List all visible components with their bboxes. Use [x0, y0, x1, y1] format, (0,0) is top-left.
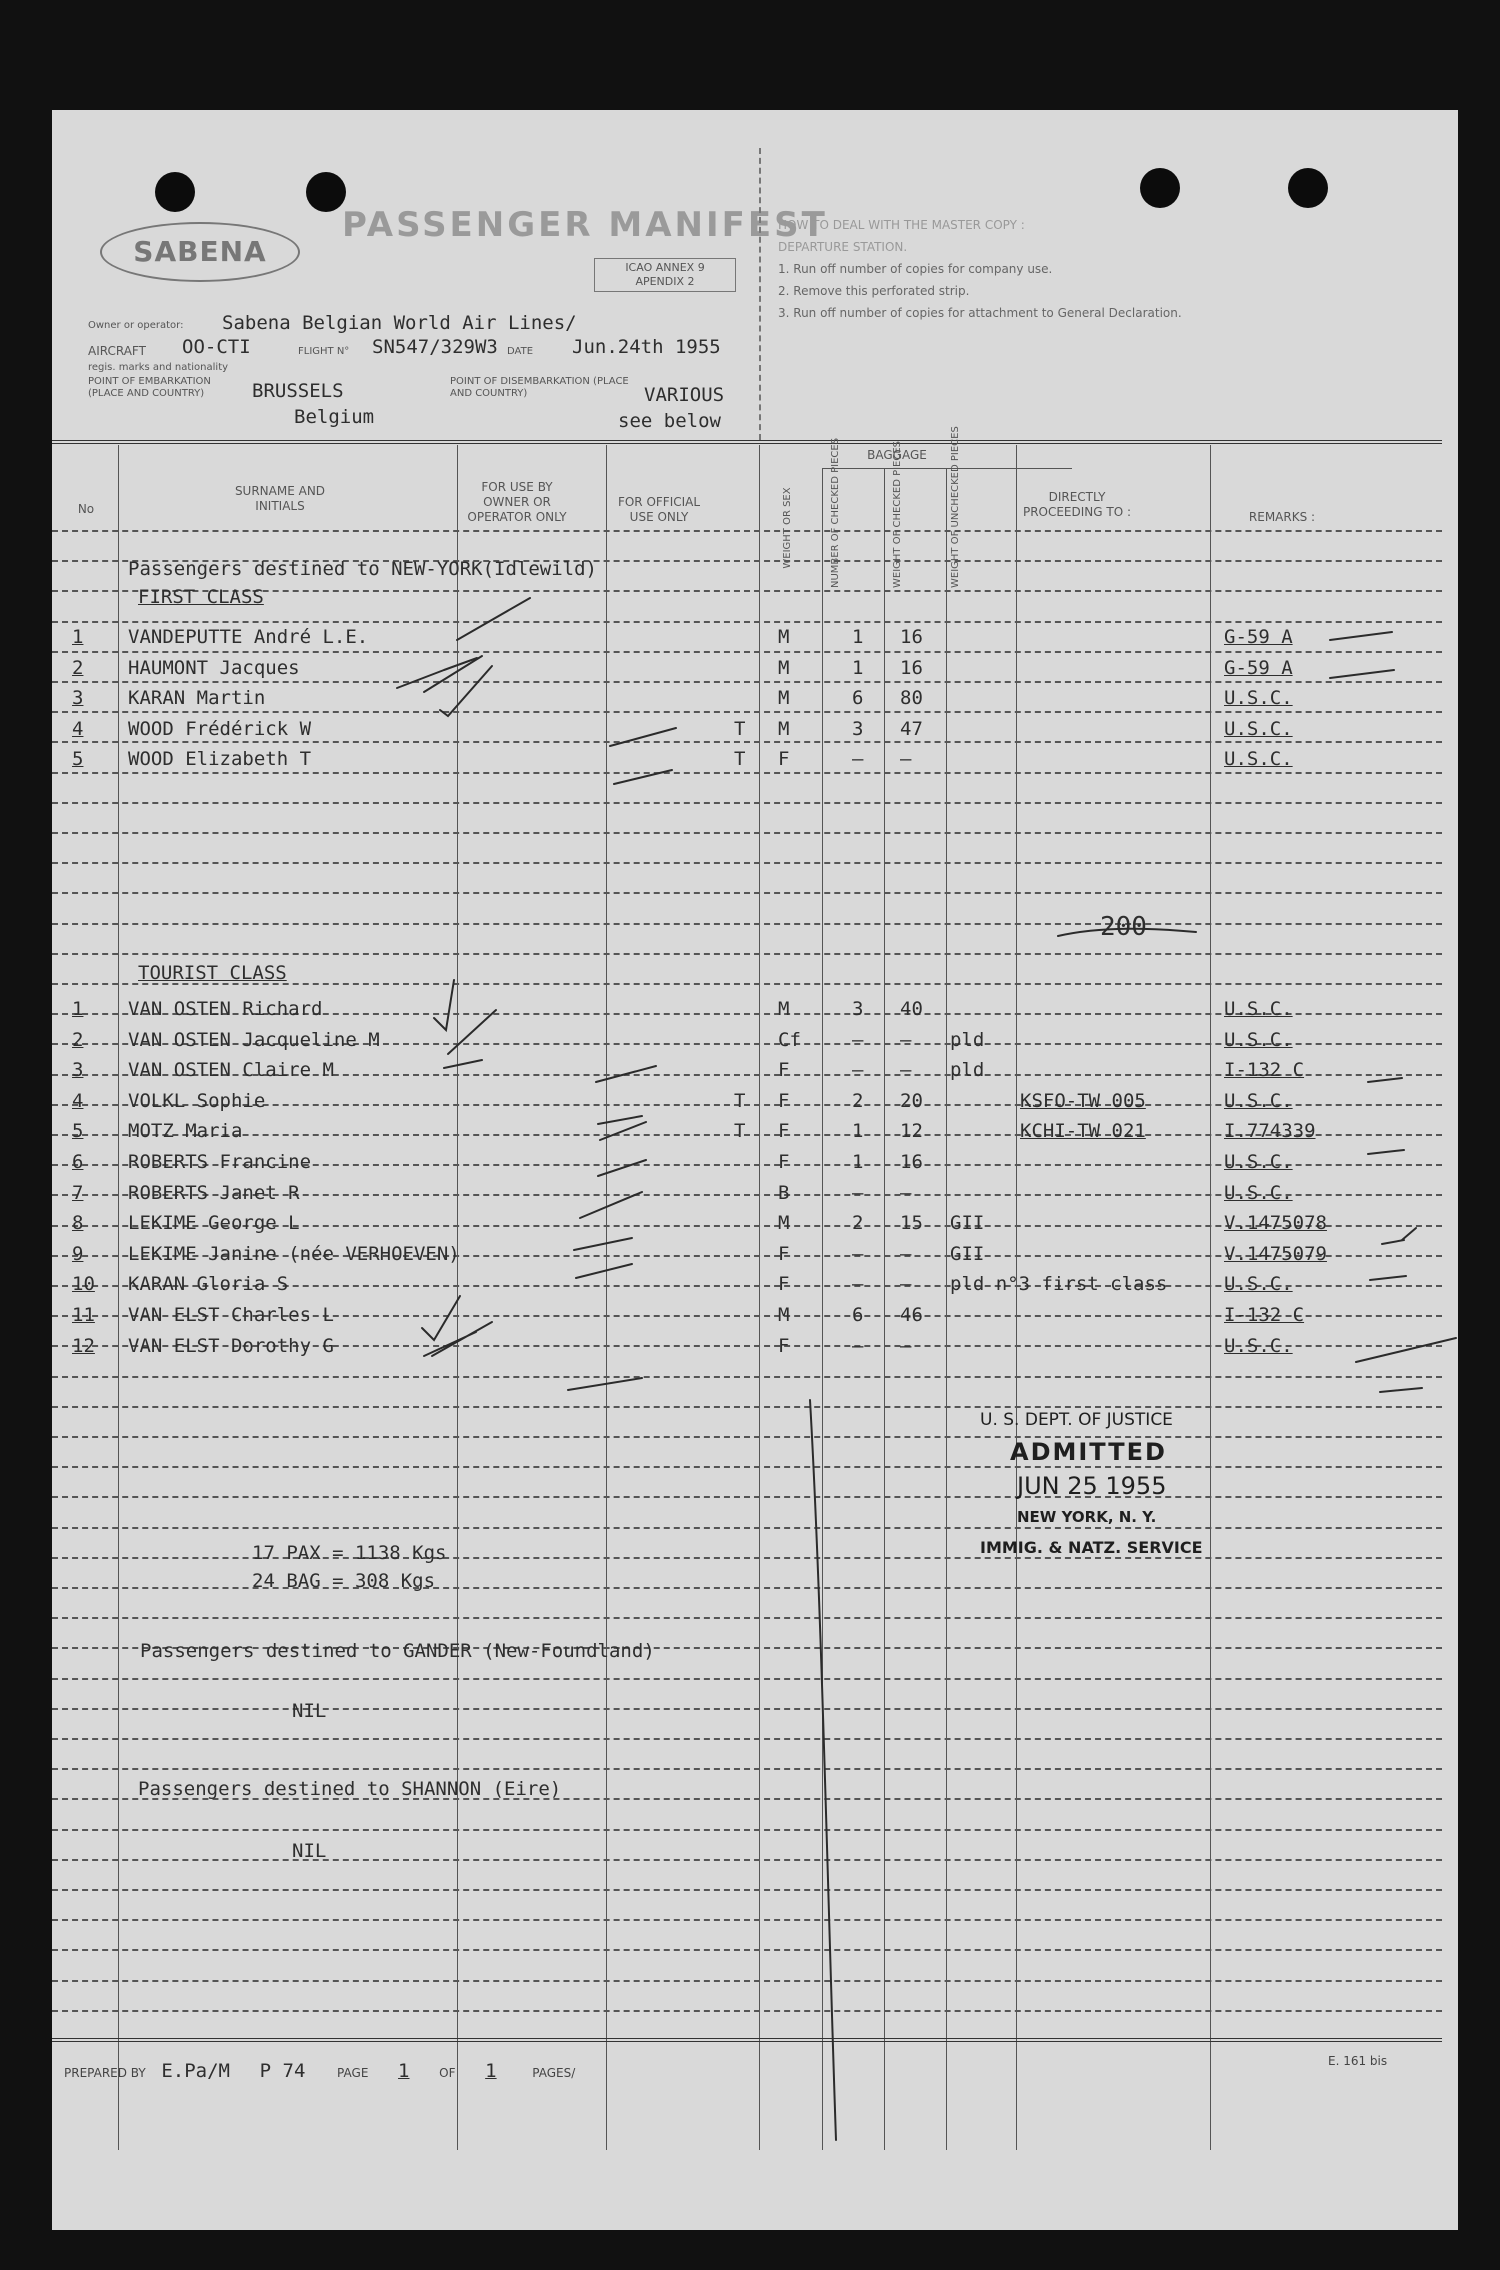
baggage-pieces: – — [852, 1334, 864, 1357]
passenger-number: 9 — [72, 1242, 84, 1265]
total-pax: 17 PAX = 1138 Kgs — [252, 1542, 447, 1564]
flight-value: SN547/329W3 — [372, 336, 498, 358]
first-class-label: FIRST CLASS — [138, 586, 264, 608]
document-title: PASSENGER MANIFEST — [342, 205, 828, 245]
icao-appendix: APENDIX 2 — [635, 275, 695, 288]
passenger-number: 12 — [72, 1334, 95, 1357]
passenger-name: WOOD Frédérick W — [128, 717, 312, 740]
col-surname: SURNAME AND INITIALS — [234, 484, 326, 513]
passenger-name: VAN OSTEN Jacqueline M — [128, 1028, 380, 1051]
baggage-weight: 20 — [900, 1089, 923, 1112]
baggage-weight: — — [900, 1028, 912, 1051]
baggage-weight: — — [900, 1242, 912, 1265]
passenger-name: VAN OSTEN Claire M — [128, 1059, 334, 1082]
official-use-mark: T — [734, 1089, 746, 1112]
passenger-sex: F — [778, 1334, 790, 1357]
baggage-pieces: – — [852, 748, 864, 771]
baggage-pieces: – — [852, 1059, 864, 1082]
baggage-weight: 16 — [900, 626, 923, 648]
passenger-remark: V.1475079 — [1224, 1242, 1327, 1265]
baggage-pieces: 3 — [852, 998, 864, 1020]
baggage-pieces: 1 — [852, 1151, 864, 1173]
col-checked-weight: WEIGHT OF CHECKED PIECES — [892, 440, 903, 588]
baggage-weight: 15 — [900, 1212, 923, 1235]
col-proceeding: DIRECTLY PROCEEDING TO : — [1022, 490, 1132, 519]
passenger-remark: U.S.C. — [1224, 998, 1293, 1020]
passenger-name: VAN ELST Dorothy G — [128, 1334, 334, 1357]
aircraft-label: AIRCRAFT — [88, 344, 146, 358]
baggage-pieces: 1 — [852, 626, 864, 648]
section-shannon: Passengers destined to SHANNON (Eire) — [138, 1778, 562, 1800]
logo-text: SABENA — [133, 235, 267, 268]
passenger-number: 2 — [72, 1028, 84, 1051]
handwritten-check-marks — [52, 110, 1458, 2230]
passenger-sex: F — [778, 1151, 790, 1173]
passenger-sex: F — [778, 1089, 790, 1112]
instruction-line: DEPARTURE STATION. — [778, 240, 908, 254]
shannon-value: NIL — [292, 1840, 327, 1862]
passenger-sex: M — [778, 656, 790, 679]
official-use-mark: T — [734, 748, 746, 771]
passenger-sex: F — [778, 1059, 790, 1082]
baggage-pieces: 2 — [852, 1212, 864, 1235]
baggage-pieces: – — [852, 1242, 864, 1265]
passenger-sex: F — [778, 1120, 790, 1143]
passenger-name: WOOD Elizabeth T — [128, 748, 312, 771]
passenger-remark: U.S.C. — [1224, 748, 1293, 771]
passenger-number: 10 — [72, 1273, 95, 1296]
unchecked-baggage: pld — [950, 1028, 985, 1051]
baggage-weight: 40 — [900, 998, 923, 1020]
passenger-number: 7 — [72, 1181, 84, 1204]
icao-annex: ICAO ANNEX 9 — [625, 261, 705, 274]
baggage-weight: — — [900, 1059, 912, 1082]
passenger-remark: U.S.C. — [1224, 1181, 1293, 1204]
passenger-remark: U.S.C. — [1224, 717, 1293, 740]
passenger-name: KARAN Gloria S — [128, 1273, 289, 1296]
owner-label: Owner or operator: — [88, 320, 184, 331]
passenger-number: 1 — [72, 998, 84, 1020]
baggage-pieces: – — [852, 1028, 864, 1051]
of-label: OF — [439, 2066, 456, 2080]
prepared-label: PREPARED BY — [64, 2066, 146, 2080]
col-checked-pieces: NUMBER OF CHECKED PIECES — [830, 437, 841, 588]
total-bag: 24 BAG = 308 Kgs — [252, 1570, 436, 1592]
passenger-sex: M — [778, 687, 790, 710]
unchecked-baggage: pld n°3 first class — [950, 1273, 1168, 1296]
passenger-name: MOTZ Maria — [128, 1120, 243, 1143]
baggage-weight: — — [900, 1334, 912, 1357]
col-no: No — [77, 502, 95, 516]
passenger-remark: U.S.C. — [1224, 687, 1293, 710]
unchecked-baggage: GII — [950, 1242, 985, 1265]
passenger-name: VAN ELST Charles L — [128, 1304, 334, 1326]
manifest-sheet — [52, 110, 1458, 2230]
page-value: 1 — [398, 2060, 410, 2082]
passenger-sex: M — [778, 998, 790, 1020]
baggage-pieces: 6 — [852, 687, 864, 710]
passenger-remark: U.S.C. — [1224, 1334, 1293, 1357]
passenger-sex: M — [778, 626, 790, 648]
passenger-sex: M — [778, 1304, 790, 1326]
passenger-remark: I-132 C — [1224, 1304, 1305, 1326]
baggage-weight: 80 — [900, 687, 923, 710]
passenger-sex: F — [778, 1242, 790, 1265]
passenger-remark: I-132 C — [1224, 1059, 1305, 1082]
unchecked-baggage: GII — [950, 1212, 985, 1235]
passenger-number: 8 — [72, 1212, 84, 1235]
baggage-pieces: 3 — [852, 717, 864, 740]
unchecked-baggage: pld — [950, 1059, 985, 1082]
section-new-york: Passengers destined to NEW-YORK(Idlewild) — [128, 558, 597, 580]
passenger-name: VANDEPUTTE André L.E. — [128, 626, 369, 648]
baggage-pieces: 1 — [852, 656, 864, 679]
baggage-pieces: – — [852, 1181, 864, 1204]
col-remarks: REMARKS : — [1248, 510, 1316, 524]
disembark-label: POINT OF DISEMBARKATION (PLACE AND COUNTRY) — [450, 376, 629, 399]
date-value: Jun.24th 1955 — [572, 336, 721, 358]
disembark-value: VARIOUS — [644, 384, 725, 406]
passenger-number: 3 — [72, 1059, 84, 1082]
passenger-number: 5 — [72, 1120, 84, 1143]
passenger-name: ROBERTS Janet R — [128, 1181, 300, 1204]
passenger-name: VAN OSTEN Richard — [128, 998, 323, 1020]
proceeding-to: KSFO-TW 005 — [1020, 1089, 1146, 1112]
tourist-class-label: TOURIST CLASS — [138, 962, 287, 984]
of-value: 1 — [485, 2060, 497, 2082]
proceeding-to: KCHI-TW 021 — [1020, 1120, 1146, 1143]
passenger-remark: U.S.C. — [1224, 1273, 1293, 1296]
passenger-name: ROBERTS Francine — [128, 1151, 312, 1173]
page-label: PAGE — [337, 2066, 369, 2080]
stamp-service: IMMIG. & NATZ. SERVICE — [980, 1538, 1203, 1557]
passenger-remark: V.1475078 — [1224, 1212, 1327, 1235]
instruction-line: HOW TO DEAL WITH THE MASTER COPY : — [778, 218, 1025, 232]
passenger-number: 4 — [72, 717, 84, 740]
passenger-sex: M — [778, 1212, 790, 1235]
passenger-number: 2 — [72, 656, 84, 679]
passenger-remark: U.S.C. — [1224, 1151, 1293, 1173]
passenger-name: LEKIME George L — [128, 1212, 300, 1235]
passenger-sex: Cf — [778, 1028, 801, 1051]
baggage-weight: 12 — [900, 1120, 923, 1143]
instruction-line: 2. Remove this perforated strip. — [778, 284, 970, 298]
disembark-note: see below — [618, 410, 721, 432]
prepared-code: P 74 — [259, 2060, 306, 2082]
col-weight-sex: WEIGHT OR SEX — [782, 487, 793, 569]
baggage-weight: 16 — [900, 1151, 923, 1173]
date-label: DATE — [507, 346, 534, 357]
passenger-number: 1 — [72, 626, 84, 648]
baggage-weight: 46 — [900, 1304, 923, 1326]
instruction-line: 3. Run off number of copies for attachment to General Declaration. — [778, 306, 1182, 320]
passenger-remark: I.774339 — [1224, 1120, 1316, 1143]
passenger-sex: B — [778, 1181, 790, 1204]
col-owner-use: FOR USE BY OWNER OR OPERATOR ONLY — [467, 480, 567, 524]
regis-label: regis. marks and nationality — [88, 362, 229, 373]
passenger-number: 4 — [72, 1089, 84, 1112]
subtotal-first: 200 — [1100, 912, 1147, 942]
official-use-mark: T — [734, 717, 746, 740]
col-baggage: BAGGAGE — [867, 448, 927, 462]
passenger-sex: F — [778, 1273, 790, 1296]
official-use-mark: T — [734, 1120, 746, 1143]
baggage-weight: — — [900, 1181, 912, 1204]
owner-value: Sabena Belgian World Air Lines/ — [222, 312, 577, 334]
embark-country: Belgium — [294, 406, 375, 428]
passenger-remark: G-59 A — [1224, 626, 1293, 648]
passenger-name: HAUMONT Jacques — [128, 656, 300, 679]
flight-label: FLIGHT N° — [298, 346, 350, 357]
gander-value: NIL — [292, 1700, 327, 1722]
instruction-line: 1. Run off number of copies for company use. — [778, 262, 1053, 276]
baggage-weight: — — [900, 748, 912, 771]
passenger-number: 6 — [72, 1151, 84, 1173]
baggage-weight: 47 — [900, 717, 923, 740]
prepared-value: E.Pa/M — [161, 2060, 230, 2082]
passenger-name: LEKIME Janine (née VERHOEVEN) — [128, 1242, 460, 1265]
aircraft-value: OO-CTI — [182, 336, 251, 358]
baggage-pieces: 6 — [852, 1304, 864, 1326]
baggage-weight: — — [900, 1273, 912, 1296]
passenger-name: KARAN Martin — [128, 687, 266, 710]
stamp-location: NEW YORK, N. Y. — [1017, 1508, 1157, 1526]
passenger-number: 11 — [72, 1304, 95, 1326]
section-gander: Passengers destined to GANDER (New-Foundland) — [140, 1640, 655, 1662]
stamp-date: JUN 25 1955 — [1017, 1472, 1167, 1500]
passenger-sex: M — [778, 717, 790, 740]
baggage-pieces: 2 — [852, 1089, 864, 1112]
passenger-name: VOLKL Sophie — [128, 1089, 266, 1112]
baggage-weight: 16 — [900, 656, 923, 679]
passenger-remark: G-59 A — [1224, 656, 1293, 679]
baggage-pieces: – — [852, 1273, 864, 1296]
stamp-admitted: ADMITTED — [1010, 1438, 1167, 1466]
passenger-remark: U.S.C. — [1224, 1089, 1293, 1112]
pages-label: PAGES/ — [532, 2066, 576, 2080]
form-code: E. 161 bis — [1328, 2054, 1388, 2068]
passenger-sex: F — [778, 748, 790, 771]
embark-label: POINT OF EMBARKATION (PLACE AND COUNTRY) — [88, 376, 211, 399]
passenger-number: 3 — [72, 687, 84, 710]
passenger-remark: U.S.C. — [1224, 1028, 1293, 1051]
passenger-number: 5 — [72, 748, 84, 771]
baggage-pieces: 1 — [852, 1120, 864, 1143]
col-unchecked-weight: WEIGHT OF UNCHECKED PIECES — [950, 426, 961, 588]
col-official-use: FOR OFFICIAL USE ONLY — [617, 495, 701, 524]
stamp-line: U. S. DEPT. OF JUSTICE — [980, 1410, 1173, 1430]
embark-city: BRUSSELS — [252, 380, 344, 402]
